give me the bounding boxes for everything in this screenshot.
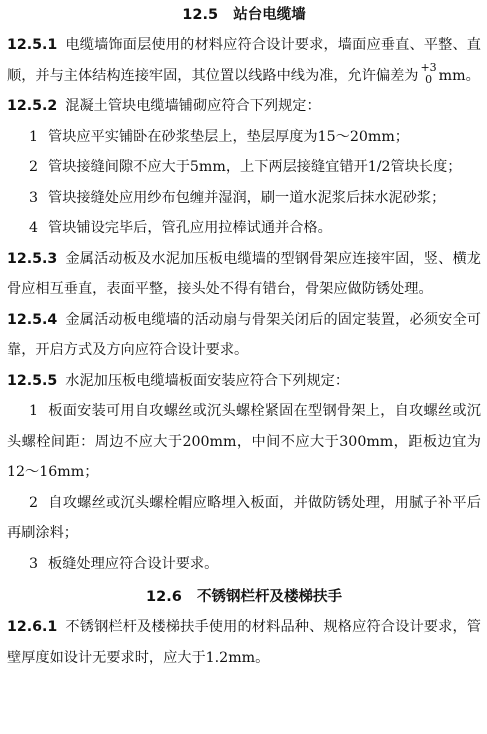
clause-number: 12.5.2	[7, 98, 58, 114]
list-item	[7, 152, 481, 183]
list-item	[7, 549, 481, 580]
clause-12-5-4	[7, 305, 481, 366]
item-number: 1	[29, 128, 39, 145]
item-text: 管块应平实铺卧在砂浆垫层上，垫层厚度为15～20mm；	[48, 128, 409, 145]
clause-text: 水泥加压板电缆墙板面安装应符合下列规定：	[65, 372, 350, 389]
clause-text: 不锈钢栏杆及楼梯扶手使用的材料品种、规格应符合设计要求，管壁厚度如设计无要求时，应大于1.2mm。	[7, 619, 481, 666]
item-number: 2	[29, 494, 39, 511]
item-text: 板面安装可用自攻螺丝或沉头螺栓紧固在型钢骨架上，自攻螺丝或沉头螺栓间距：周边不应大于200mm，中间不应大于300mm，距板边宜为12～16mm；	[7, 403, 481, 480]
section-heading-12-5	[7, 0, 481, 30]
clause-12-5-5	[7, 366, 481, 397]
tolerance-fraction	[420, 62, 436, 86]
section-heading-12-6	[7, 582, 481, 612]
item-text: 自攻螺丝或沉头螺栓帽应略埋入板面，并做防锈处理，用腻子补平后再刷涂料；	[7, 494, 481, 541]
section-number: 12.5	[182, 7, 219, 23]
section-title: 不锈钢栏杆及楼梯扶手	[196, 589, 342, 605]
clause-12-5-3	[7, 244, 481, 305]
item-text: 管块接缝间隙不应大于5mm，上下两层接缝宜错开1/2管块长度；	[48, 159, 462, 175]
tolerance-lower: 0	[425, 72, 433, 86]
tolerance-unit: mm。	[438, 67, 480, 84]
list-item	[7, 213, 481, 244]
item-number: 2	[29, 159, 39, 175]
clause-text: 电缆墙饰面层使用的材料应符合设计要求，墙面应垂直、平整、直顺，并与主体结构连接牢固，其位置以线路中线为准，允许偏差为	[7, 37, 481, 84]
item-text: 板缝处理应符合设计要求。	[48, 555, 219, 572]
list-item	[7, 122, 481, 153]
item-text: 管块接缝处应用纱布包缠并湿润，刷一道水泥浆后抹水泥砂浆；	[48, 189, 446, 206]
list-item	[7, 396, 481, 488]
section-title: 站台电缆墙	[233, 7, 306, 23]
clause-12-5-2	[7, 91, 481, 122]
item-number: 4	[29, 220, 39, 236]
item-text: 管块铺设完毕后，管孔应用拉棒试通并合格。	[48, 220, 332, 236]
list-item	[7, 183, 481, 214]
item-number: 1	[29, 403, 39, 419]
list-item	[7, 488, 481, 549]
clause-12-6-1	[7, 612, 481, 673]
clause-number: 12.5.3	[7, 250, 58, 267]
clause-12-5-1	[7, 30, 481, 91]
section-number: 12.6	[146, 589, 182, 605]
clause-text: 金属活动板电缆墙的活动扇与骨架关闭后的固定装置，必须安全可靠，开启方式及方向应符合设计要求。	[7, 311, 481, 358]
clause-number: 12.6.1	[7, 619, 58, 635]
clause-number: 12.5.1	[7, 37, 58, 53]
clause-number: 12.5.4	[7, 311, 58, 328]
clause-text: 混凝土管块电缆墙铺砌应符合下列规定：	[65, 98, 321, 114]
clause-number: 12.5.5	[7, 372, 58, 389]
item-number: 3	[29, 555, 39, 572]
tolerance-upper: +3	[420, 60, 437, 74]
item-number: 3	[29, 189, 39, 206]
clause-text: 金属活动板及水泥加压板电缆墙的型钢骨架应连接牢固，竖、横龙骨应相互垂直，表面平整，接头处不得有错台，骨架应做防锈处理。	[7, 250, 481, 297]
